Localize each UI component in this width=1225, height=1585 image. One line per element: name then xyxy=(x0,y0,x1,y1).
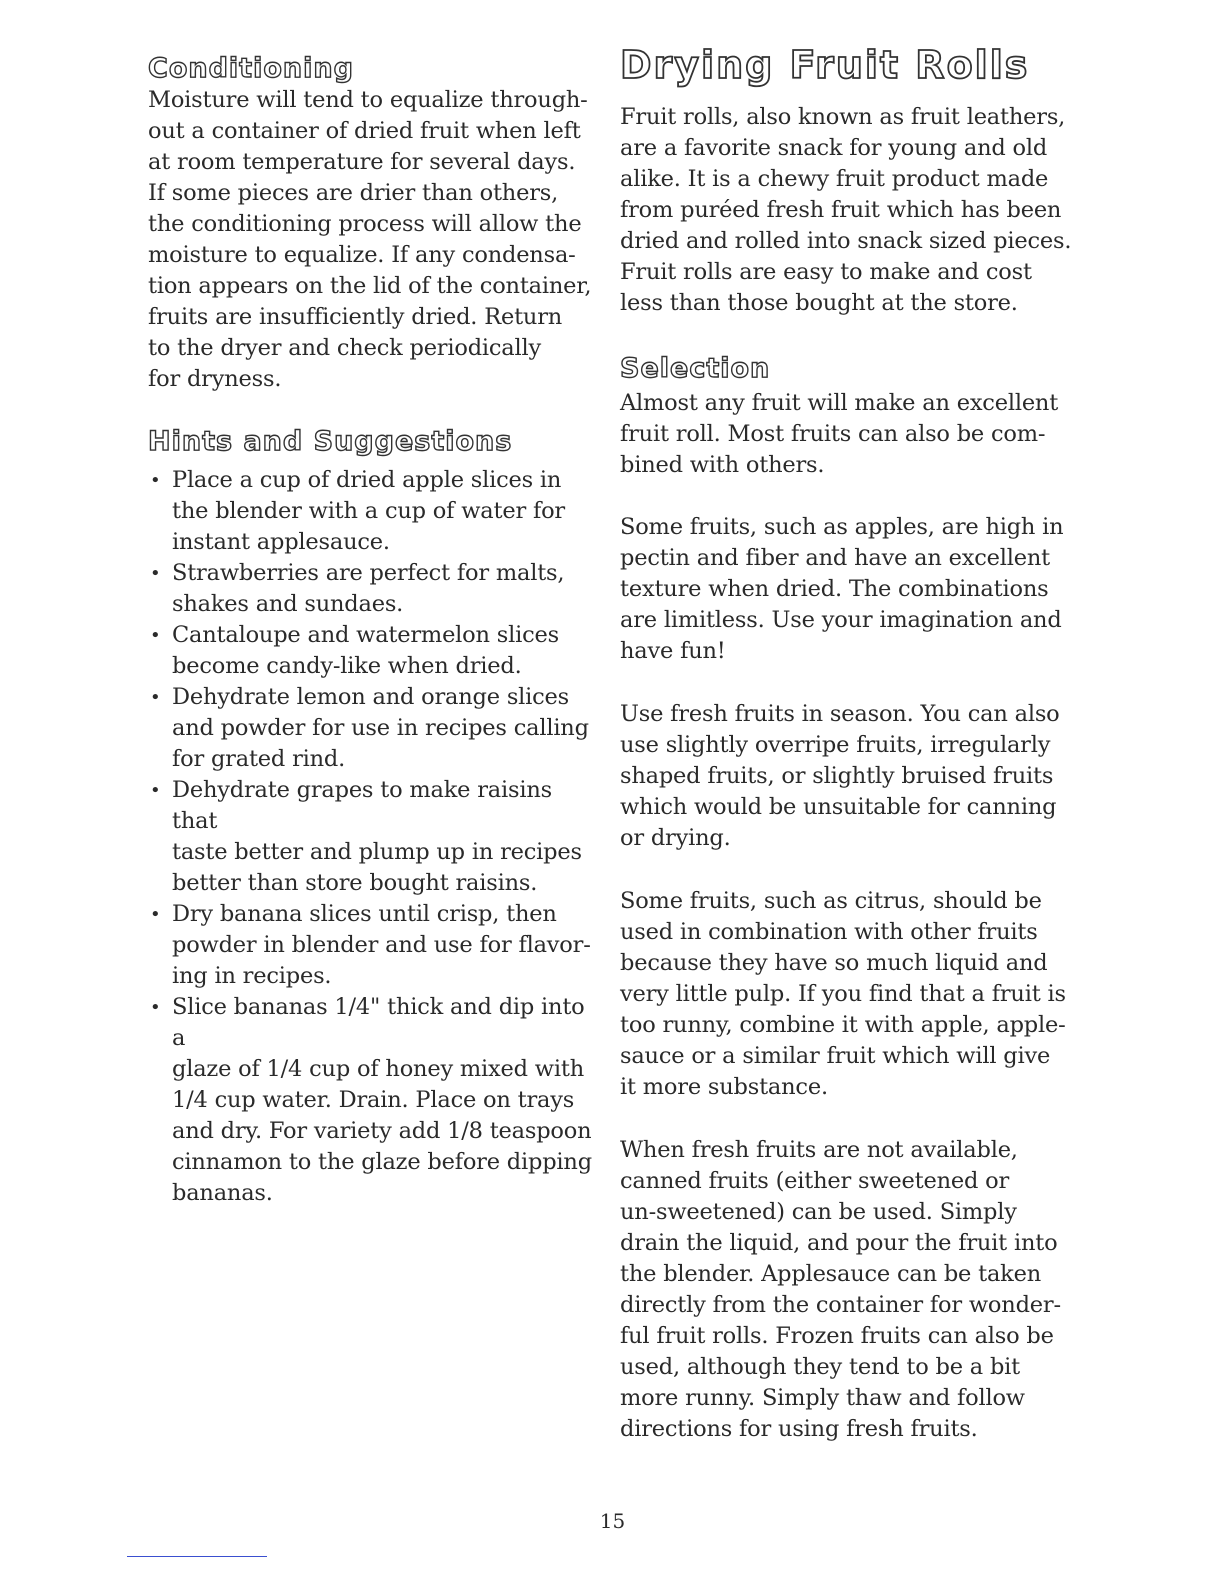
drying-heading: Drying Fruit Rolls xyxy=(620,43,1030,87)
selection-heading: Selection xyxy=(620,353,771,384)
selection-paragraph: Some fruits, such as apples, are high in pectin and fiber and have an excellent texture when dried. The combinations are limitless. Use your imagination and have fun! xyxy=(620,514,1064,664)
drying-body: Fruit rolls, also known as fruit leathers, are a favorite snack for young and old alike. It is a chewy fruit product made from puréed fresh fruit which has been dried and rolled into snack sized pieces. Fruit rolls are easy to make and cost less than those bought at the store. xyxy=(620,104,1072,316)
conditioning-body: Moisture will tend to equalize through- out a container of dried fruit when left at room temperature for several days. If some pieces are drier than others, the conditioning process will allow the moisture to equalize. If any condensa- tion appears on the lid of the container, fruits are insufficiently dried. Return to the dryer and check periodically for dryness. xyxy=(148,87,592,392)
selection-paragraph: Almost any fruit will make an excellent fruit roll. Most fruits can also be com- bined with others. xyxy=(620,390,1059,478)
footer-rule xyxy=(127,1556,267,1557)
hint-item: • Place a cup of dried apple slices in the blender with a cup of water for instant applesauce. xyxy=(148,465,598,558)
selection-paragraph: Some fruits, such as citrus, should be used in combination with other fruits because they have so much liquid and very little pulp. If you find that a fruit is too runny, combine it with apple, apple- sauce or a similar fruit which will give it more substance. xyxy=(620,888,1066,1100)
hint-item: • Dehydrate grapes to make raisins that taste better and plump up in recipes better than store bought raisins. xyxy=(148,775,598,899)
conditioning-heading: Conditioning xyxy=(148,53,354,84)
hints-list xyxy=(148,465,598,1209)
hint-item: • Strawberries are perfect for malts, shakes and sundaes. xyxy=(148,558,598,620)
hint-item: • Slice bananas 1/4" thick and dip into a glaze of 1/4 cup of honey mixed with 1/4 cup water. Drain. Place on trays and dry. For variety add 1/8 teaspoon cinnamon to the glaze before dipping bananas. xyxy=(148,992,598,1209)
hints-heading: Hints and Suggestions xyxy=(148,426,513,457)
hint-item: • Cantaloupe and watermelon slices become candy-like when dried. xyxy=(148,620,598,682)
hint-item: • Dry banana slices until crisp, then powder in blender and use for flavor- ing in recipes. xyxy=(148,899,598,992)
hint-item: • Dehydrate lemon and orange slices and powder for use in recipes calling for grated rind. xyxy=(148,682,598,775)
selection-paragraph: When fresh fruits are not available, canned fruits (either sweetened or un-sweetened) can be used. Simply drain the liquid, and pour the fruit into the blender. Applesauce can be taken directly from the container for wonder- ful fruit rolls. Frozen fruits can also be used, although they tend to be a bit more runny. Simply thaw and follow directions for using fresh fruits. xyxy=(620,1137,1061,1442)
page-number: 15 xyxy=(599,1509,626,1533)
selection-paragraph: Use fresh fruits in season. You can also use slightly overripe fruits, irregularly shaped fruits, or slightly bruised fruits which would be unsuitable for canning or drying. xyxy=(620,701,1060,851)
